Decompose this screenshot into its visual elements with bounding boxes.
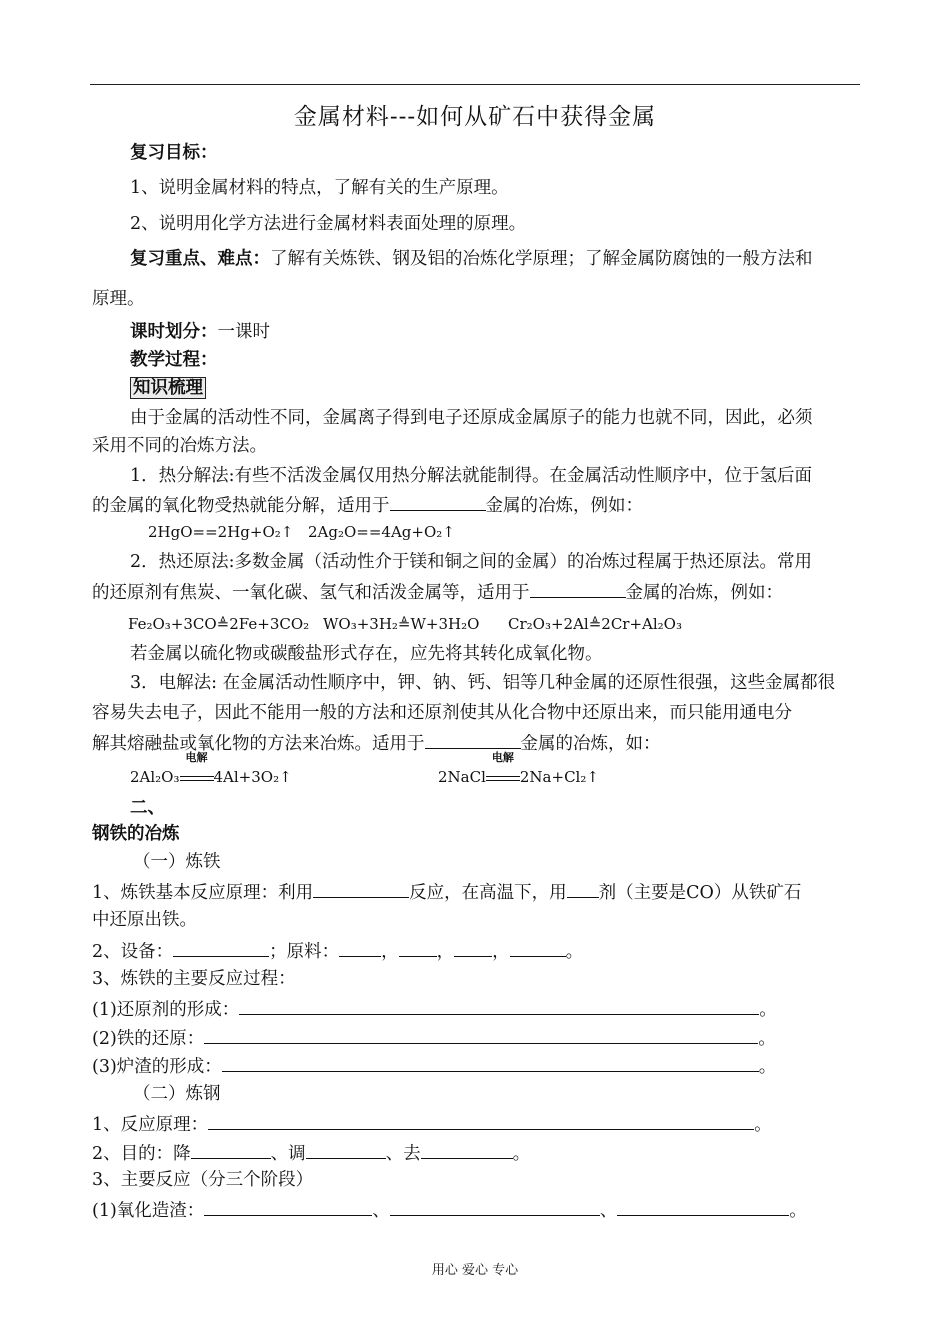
method2-text-end: 金属的冶炼，例如：	[625, 583, 783, 603]
steel-text: 。	[512, 1144, 531, 1164]
fill-blank[interactable]	[306, 1140, 386, 1159]
steel-text: 、	[599, 1201, 618, 1221]
iron-equipment	[92, 938, 862, 964]
steel-reactions-heading: 3、主要反应（分三个阶段）	[92, 1170, 314, 1190]
iron-text: ，	[492, 942, 510, 962]
iron-text: 。	[758, 1057, 777, 1077]
equation-cr2o3: Cr₂O₃+2Al≜2Cr+Al₂O₃	[508, 615, 682, 633]
iron-text: (2)铁的还原：	[92, 1029, 205, 1049]
fill-blank[interactable]	[313, 879, 409, 898]
fill-blank[interactable]	[204, 1025, 758, 1044]
intro-line-1: 由于金属的活动性不同，金属离子得到电子还原成金属原子的能力也就不同，因此，必须	[130, 408, 813, 428]
fill-blank[interactable]	[421, 1140, 513, 1159]
steel-principle	[92, 1111, 862, 1137]
cond-label: 电解	[491, 751, 514, 764]
iron-text: ；原料：	[269, 942, 340, 962]
method2-note: 若金属以硫化物或碳酸盐形式存在，应先将其转化成氧化物。	[130, 644, 603, 664]
steel-text: 1、反应原理：	[92, 1115, 209, 1135]
method1-line-2	[92, 492, 862, 518]
method3-line-1: 3．电解法: 在金属活动性顺序中，钾、钠、钙、铝等几种金属的还原性很强，这些金属都很	[130, 673, 836, 693]
fill-blank[interactable]	[208, 1111, 754, 1130]
iron-text: 2、设备：	[92, 942, 174, 962]
electrolysis-condition	[486, 751, 520, 788]
iron-principle	[92, 879, 862, 905]
fill-blank[interactable]	[425, 730, 521, 749]
keypoints-text: 了解有关炼铁、钢及铝的冶炼化学原理；了解金属防腐蚀的一般方法和	[270, 249, 813, 269]
eq-right: 2Na+Cl₂↑	[519, 768, 599, 786]
iron-text: ，	[381, 942, 399, 962]
iron-text: 反应，在高温下，用	[409, 883, 567, 903]
steel-text: 、去	[385, 1144, 421, 1164]
method1-text-end: 金属的冶炼，例如：	[485, 496, 643, 516]
schedule-line	[130, 320, 862, 344]
steel-text: 、调	[270, 1144, 306, 1164]
iron-text: (1)还原剂的形成：	[92, 1000, 240, 1020]
method3-text: 解其熔融盐或氧化物的方法来冶炼。适用于	[92, 734, 425, 754]
equation-wo3: WO₃+3H₂≜W+3H₂O	[323, 615, 480, 633]
process-label: 教学过程：	[130, 350, 218, 370]
equation-al2o3	[130, 751, 292, 788]
iron-text: 1、炼铁基本反应原理：利用	[92, 883, 314, 903]
method2-text: 的还原剂有焦炭、一氧化碳、氢气和活泼金属等，适用于	[92, 583, 530, 603]
keypoints-text-cont: 原理。	[92, 289, 145, 309]
method3-line-2: 容易失去电子，因此不能用一般的方法和还原剂使其从化合物中还原出来，而只能用通电分	[92, 703, 792, 723]
iron-reaction-1	[92, 996, 862, 1022]
knowledge-label: 知识梳理	[130, 377, 206, 399]
electrolysis-condition	[180, 751, 214, 788]
equation-nacl	[438, 751, 599, 788]
iron-text: (3)炉渣的形成：	[92, 1057, 222, 1077]
steel-heading: （二）炼钢	[133, 1084, 221, 1104]
iron-process-heading: 3、炼铁的主要反应过程：	[92, 969, 296, 989]
steel-purpose	[92, 1140, 862, 1166]
method3-text-end: 金属的冶炼，如：	[520, 734, 661, 754]
method2-line-1: 2．热还原法:多数金属（活动性介于镁和铜之间的金属）的冶炼过程属于热还原法。常用	[130, 552, 813, 572]
iron-text: 。	[758, 1029, 776, 1049]
steel-text: 。	[754, 1115, 772, 1135]
iron-text: 。	[565, 942, 584, 962]
page-title: 金属材料---如何从矿石中获得金属	[293, 104, 657, 130]
section2-number: 二、	[130, 798, 165, 818]
iron-text: ，	[436, 942, 455, 962]
objectives-heading: 复习目标：	[130, 143, 218, 163]
eq-right: 4Al+3O₂↑	[213, 768, 292, 786]
cond-label: 电解	[185, 751, 208, 764]
equation-ag2o: 2Ag₂O==4Ag+O₂↑	[308, 523, 455, 541]
keypoints-line	[130, 247, 862, 271]
equation-hgo: 2HgO==2Hg+O₂↑	[148, 523, 294, 541]
fill-blank[interactable]	[390, 492, 486, 511]
fill-blank[interactable]	[510, 938, 566, 957]
method1-text: 的金属的氧化物受热就能分解，适用于	[92, 496, 390, 516]
iron-text: 剂（主要是CO）从铁矿石	[598, 883, 802, 903]
schedule-value: 一课时	[217, 322, 270, 342]
fill-blank[interactable]	[454, 938, 492, 957]
keypoints-label: 复习重点、难点：	[130, 249, 270, 269]
steel-text: 。	[789, 1201, 807, 1221]
iron-heading: （一）炼铁	[133, 852, 221, 872]
equals-bar	[486, 776, 520, 781]
eq-left: 2NaCl	[438, 768, 486, 786]
fill-blank[interactable]	[530, 579, 626, 598]
section2-title: 钢铁的冶炼	[92, 824, 180, 844]
fill-blank[interactable]	[390, 1197, 600, 1216]
iron-text: 。	[759, 1000, 777, 1020]
fill-blank[interactable]	[222, 1053, 759, 1072]
fill-blank[interactable]	[191, 1140, 271, 1159]
intro-line-2: 采用不同的冶炼方法。	[92, 436, 267, 456]
iron-reaction-2	[92, 1025, 862, 1051]
objective-item-1: 1、说明金属材料的特点，了解有关的生产原理。	[130, 178, 509, 198]
fill-blank[interactable]	[204, 1197, 372, 1216]
equals-bar	[180, 776, 214, 781]
steel-text: (1)氧化造渣：	[92, 1201, 205, 1221]
steel-reaction-1	[92, 1197, 862, 1223]
header-rule	[90, 84, 860, 85]
fill-blank[interactable]	[173, 938, 269, 957]
objective-item-2: 2、说明用化学方法进行金属材料表面处理的原理。	[130, 214, 527, 234]
fill-blank[interactable]	[567, 879, 599, 898]
equation-fe2o3: Fe₂O₃+3CO≜2Fe+3CO₂	[128, 615, 310, 633]
fill-blank[interactable]	[239, 996, 759, 1015]
fill-blank[interactable]	[617, 1197, 789, 1216]
fill-blank[interactable]	[399, 938, 437, 957]
steel-text: 、	[372, 1201, 390, 1221]
fill-blank[interactable]	[339, 938, 381, 957]
schedule-label: 课时划分：	[130, 322, 218, 342]
steel-text: 2、目的：降	[92, 1144, 191, 1164]
iron-principle-cont: 中还原出铁。	[92, 910, 197, 930]
page-footer: 用心 爱心 专心	[431, 1263, 519, 1278]
iron-reaction-3	[92, 1053, 862, 1079]
knowledge-line	[130, 376, 862, 400]
method2-line-2	[92, 579, 862, 605]
eq-left: 2Al₂O₃	[130, 768, 180, 786]
method1-line-1: 1．热分解法:有些不活泼金属仅用热分解法就能制得。在金属活动性顺序中，位于氢后面	[130, 466, 813, 486]
